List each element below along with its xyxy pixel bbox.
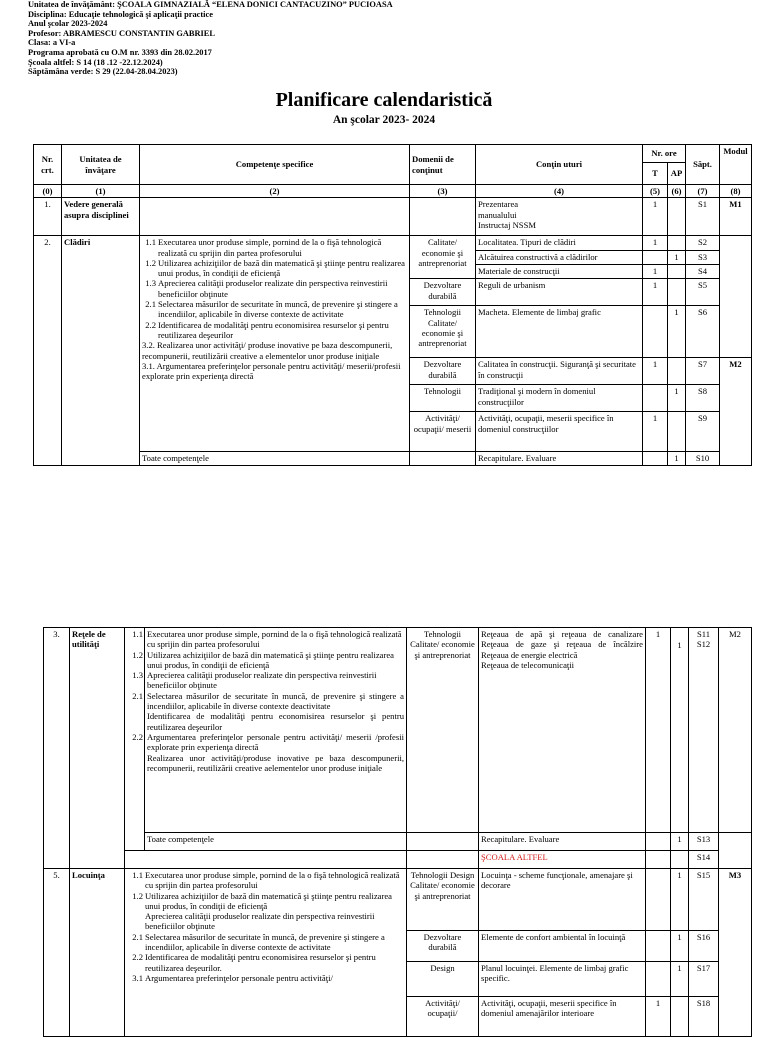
- col-week: Săpt.: [686, 145, 720, 185]
- hours-t: [643, 251, 668, 265]
- class: Clasa: a VI-a: [28, 38, 76, 48]
- green-week: Săptămâna verde: S 29 (22.04-28.04.2023): [28, 67, 178, 77]
- index-cell: (4): [476, 185, 643, 198]
- competence-text: Utilizarea achiziţiilor de bază din matematică şi ştiinţe pentru realizarea unui produs, în condiţii de eficienţă: [158, 257, 405, 279]
- content-cell: Recapitulare. Evaluare: [479, 833, 646, 851]
- competence-number: 3.1: [132, 972, 143, 983]
- domain-cell: [410, 452, 476, 466]
- index-cell: (3): [410, 185, 476, 198]
- domain-cell: Dezvoltare durabilă: [410, 358, 476, 385]
- domain-cell: Design: [407, 962, 479, 997]
- domain-cell: Dezvoltare durabilă: [410, 279, 476, 306]
- competence-item: [127, 952, 404, 973]
- hours-ap: 1: [668, 385, 686, 412]
- col-module: Modul: [720, 145, 752, 185]
- hours-ap: 1: [671, 931, 689, 962]
- content-cell: [479, 628, 646, 833]
- competences-cell: [125, 851, 407, 869]
- table-row: [34, 236, 752, 251]
- module: M2: [720, 358, 752, 466]
- content-line: Prezentarea: [478, 199, 519, 210]
- competences-cell: [140, 236, 410, 452]
- competence-text: Selectarea măsurilor de securitate în muncă, de prevenire şi stingere a incendiilor, aplicabile în diverse contexte de activitate: [158, 299, 398, 320]
- week: S9: [686, 412, 720, 452]
- table-row: [44, 833, 752, 851]
- scoala-altfel-cell: ŞCOALA ALTFEL: [479, 851, 646, 869]
- hours-ap: 1: [671, 962, 689, 997]
- col-unit: Unitatea de învăţare: [62, 145, 140, 185]
- week-item: S11: [696, 629, 711, 639]
- index-row: [34, 185, 752, 198]
- col-content: Conţin uturi: [476, 145, 643, 185]
- hours-ap: [671, 997, 689, 1037]
- hours-ap: [668, 358, 686, 385]
- domain-cell: Tehnologii Calitate/ economie şi antreprenoriat: [410, 306, 476, 358]
- hours-t: 1: [646, 997, 671, 1037]
- learning-unit: Vedere generală asupra disciplinei: [62, 198, 140, 236]
- table-row: [44, 869, 752, 931]
- learning-unit: Clădiri: [62, 236, 140, 466]
- week: S6: [686, 306, 720, 358]
- competence-text: Executarea unor produse simple, pornind de la o fişă tehnologică realizată cu sprijin din partea profesorului: [158, 237, 382, 258]
- competence-item: 3.1. Argumentarea preferinţelor personale pentru activităţi/ meserii/profesii explorate prin experienţa directă: [142, 360, 401, 382]
- competence-number: 1.1: [132, 629, 143, 639]
- hours-t: 1: [643, 265, 668, 279]
- week: S13: [689, 833, 719, 851]
- content-cell: Recapitulare. Evaluare: [476, 452, 643, 466]
- competence-number: [127, 911, 145, 932]
- content-line: Reţeaua de apă şi reţeaua de canalizare Reţeaua de gaze şi reţeaua de încălzire Reţeaua de energie electrică: [481, 629, 643, 660]
- competence-text: Aprecierea calităţii produselor realizate din perspectiva reinvestirii beneficiilor obţinute: [145, 911, 375, 932]
- content-line: manualului: [478, 209, 517, 220]
- hours-t: [643, 306, 668, 358]
- col-domain: Domenii de conţinut: [410, 145, 476, 185]
- competence-number: 1.1: [132, 870, 143, 880]
- module: M1: [720, 198, 752, 236]
- school-unit: Unitatea de învăţământ: ŞCOALA GIMNAZIALĂ “ELENA DONICI CANTACUZINO” PUCIOASA: [28, 0, 393, 9]
- competence-number: 2.2: [145, 319, 156, 330]
- competence-number: 2.2: [132, 731, 143, 742]
- hours-t: [646, 931, 671, 962]
- hours-ap: 1: [671, 628, 689, 833]
- domain-cell: [407, 833, 479, 851]
- competence-number: 1.2: [132, 649, 143, 660]
- competence-text: Argumentarea preferinţelor personale pentru activităţi/ meserii /profesii explorate prin experienţa directă: [147, 731, 404, 753]
- hours-t: 1: [643, 412, 668, 452]
- week: [689, 628, 719, 833]
- competence-text: Aprecierea calităţii produselor realizate din perspectiva reinvestirii beneficiilor obţinute: [158, 278, 388, 299]
- learning-unit: Reţele de utilităţi: [70, 628, 125, 869]
- competence-number: 2.2: [132, 952, 143, 963]
- index-cell: (6): [668, 185, 686, 198]
- competence-numbers: [125, 628, 145, 851]
- table-row: [44, 628, 752, 833]
- hours-t: 1: [643, 236, 668, 251]
- competence-item: [127, 973, 404, 983]
- content-cell: Localitatea. Tipuri de clădiri: [476, 236, 643, 251]
- module: [720, 236, 752, 358]
- hours-t: 1: [646, 628, 671, 833]
- module: [719, 833, 752, 869]
- index-cell: (8): [720, 185, 752, 198]
- content-cell: Locuinţa - scheme funcţionale, amenajare şi decorare: [479, 869, 646, 931]
- competence-item: [142, 278, 407, 299]
- week: S14: [689, 851, 719, 869]
- competences-cell: [125, 869, 407, 1037]
- domain-cell: Activităţi/ ocupaţii/ meserii: [410, 412, 476, 452]
- domain-cell: Tehnologii: [410, 385, 476, 412]
- competence-item: [127, 911, 404, 932]
- hours-t: [643, 385, 668, 412]
- content-cell: Activităţi, ocupaţii, meserii specifice în domeniul amenajărilor interioare: [479, 997, 646, 1037]
- domain-cell: [410, 198, 476, 236]
- competence-number: 1.2: [132, 890, 143, 901]
- competence-number: 2.1: [132, 690, 143, 701]
- content-cell: Materiale de construcţii: [476, 265, 643, 279]
- hours-ap: 1: [671, 833, 689, 851]
- col-nr-crt: Nr. crt.: [34, 145, 62, 185]
- competences-cell: [140, 198, 410, 236]
- competence-text: Executarea unor produse simple, pornind de la o fişă tehnologică realizată cu sprijin din partea profesorului: [147, 629, 402, 650]
- competence-item: [127, 891, 404, 912]
- week: S17: [689, 962, 719, 997]
- competence-item: [142, 299, 407, 320]
- index-cell: (1): [62, 185, 140, 198]
- index-cell: (5): [643, 185, 668, 198]
- competence-text: Identificarea de modalităţi pentru economisirea resurselor şi pentru reutilizarea deşeurilor: [158, 319, 389, 340]
- competence-item: [142, 258, 407, 279]
- competence-item: [127, 932, 404, 953]
- row-number: 5.: [44, 869, 70, 1037]
- table-row: [44, 851, 752, 869]
- content-cell: Elemente de confort ambiental în locuinţă: [479, 931, 646, 962]
- competence-text: Realizarea unor activităţi/produse inovative pe baza descompunerii, recompunerii, reutilizării creative aelementelor unor produse iniţiale: [147, 752, 404, 773]
- week: S7: [686, 358, 720, 385]
- competence-text: Identificarea de modalităţi pentru economisirea resurselor şi pentru reutilizarea deşeurilor: [147, 711, 404, 732]
- teacher: Profesor: ABRAMESCU CONSTANTIN GABRIEL: [28, 28, 215, 38]
- hours-ap: [671, 851, 689, 869]
- content-cell: [476, 198, 643, 236]
- competence-number: 1.3: [132, 670, 143, 681]
- hours-ap: 1: [668, 251, 686, 265]
- page-subtitle: An şcolar 2023- 2024: [332, 114, 436, 126]
- content-cell: Calitatea în construcţii. Siguranţă şi securitate în construcţii: [476, 358, 643, 385]
- competence-text: Executarea unor produse simple, pornind de la o fişă tehnologică realizată cu sprijin din partea profesorului: [145, 870, 400, 891]
- learning-unit: Locuinţa: [70, 869, 125, 1037]
- domain-cell: [407, 851, 479, 869]
- week: S8: [686, 385, 720, 412]
- hours-t: [646, 851, 671, 869]
- domain-cell: Calitate/ economie şi antreprenoriat: [410, 236, 476, 279]
- content-cell: Macheta. Elemente de limbaj grafic: [476, 306, 643, 358]
- hours-t: 1: [643, 198, 668, 236]
- row-number: 3.: [44, 628, 70, 869]
- hours-t: 1: [643, 358, 668, 385]
- week: S3: [686, 251, 720, 265]
- module: M2: [719, 628, 752, 833]
- competence-text: Argumentarea preferinţelor personale pentru activităţi/: [145, 972, 333, 983]
- hours-ap: [668, 279, 686, 306]
- competence-text: Selectarea măsurilor de securitate în muncă, de prevenire şi stingere a incendiilor, aplicabile în diverse contexte deactivitate: [147, 690, 404, 712]
- module: M3: [719, 869, 752, 1037]
- week: S1: [686, 198, 720, 236]
- week: S5: [686, 279, 720, 306]
- domain-cell: Activităţi/ ocupaţii/: [407, 997, 479, 1037]
- domain-cell: Dezvoltare durabilă: [407, 931, 479, 962]
- content-cell: Alcătuirea constructivă a clădirilor: [476, 251, 643, 265]
- document-header: [28, 0, 748, 77]
- hours-t: [646, 962, 671, 997]
- week: S15: [689, 869, 719, 931]
- index-cell: (0): [34, 185, 62, 198]
- hours-ap: [668, 236, 686, 251]
- discipline: Disciplina: Educaţie tehnologică şi aplicaţii practice: [28, 9, 213, 19]
- competence-number: 1.2: [145, 257, 156, 268]
- hours-ap: [668, 412, 686, 452]
- col-ap: AP: [668, 163, 686, 185]
- competence-item: [142, 320, 407, 341]
- competence-text: Selectarea măsurilor de securitate în muncă, de prevenire şi stingere a incendiilor, aplicabile în diverse contexte de activitate: [145, 931, 385, 953]
- col-t: T: [643, 163, 668, 185]
- competence-text: Utilizarea achiziţiilor de bază din matematică şi ştiinţe pentru realizarea unui produs, în condiţii de eficienţă: [145, 890, 392, 911]
- content-cell: Planul locuinţei. Elemente de limbaj grafic specific.: [479, 962, 646, 997]
- hours-ap: [668, 198, 686, 236]
- scoala-altfel: Şcoala altfel: S 14 (18 .12 -22.12.2024): [28, 57, 163, 67]
- competence-number: 2.1: [132, 931, 143, 942]
- index-cell: (2): [140, 185, 410, 198]
- page-title: Planificare calendaristică: [275, 89, 493, 111]
- competence-item: [142, 237, 407, 258]
- hours-ap: 1: [671, 869, 689, 931]
- week: S4: [686, 265, 720, 279]
- week: S2: [686, 236, 720, 251]
- competence-number: 1.1: [145, 237, 156, 248]
- content-cell: Tradiţional şi modern în domeniul construcţiilor: [476, 385, 643, 412]
- week: S18: [689, 997, 719, 1037]
- content-cell: Reguli de urbanism: [476, 279, 643, 306]
- hours-t: [643, 452, 668, 466]
- hours-ap: [668, 265, 686, 279]
- all-competences: Toate competenţele: [140, 452, 410, 466]
- hours-t: [646, 833, 671, 851]
- competence-number: 1.3: [145, 278, 156, 289]
- competence-text: Identificarea de modalităţi pentru economisirea resurselor şi pentru reutilizarea deşeurilor.: [145, 952, 376, 973]
- col-competences: Competenţe specifice: [140, 145, 410, 185]
- col-hours: Nr. ore: [643, 145, 686, 163]
- all-competences: Toate competenţele: [145, 833, 407, 851]
- competence-item: 3.2. Realizarea unor activităţi/ produse inovative pe baza descompunerii, recompunerii, reutilizării creative a elementelor unor produse iniţiale: [142, 340, 393, 361]
- content-line: Reţeaua de telecomunicaţii: [481, 659, 575, 670]
- program-approval: Programa aprobată cu O.M nr. 3393 din 28.02.2017: [28, 47, 212, 57]
- competence-text: Utilizarea achiziţiilor de bază din matematică şi ştiinţe pentru realizarea unui produs, în condiţii de eficienţă: [147, 649, 394, 670]
- domain-cell: Tehnologii Design Calitate/ economie şi antreprenoriat: [407, 869, 479, 931]
- competences-cell: [145, 628, 407, 833]
- table-row: [34, 198, 752, 236]
- hours-t: [646, 869, 671, 931]
- row-number: 2.: [34, 236, 62, 466]
- planning-table-1: [33, 144, 752, 466]
- planning-table-2: [43, 627, 752, 1037]
- week: S16: [689, 931, 719, 962]
- hours-ap: 1: [668, 452, 686, 466]
- content-cell: Activităţi, ocupaţii, meserii specifice în domeniul construcţiilor: [476, 412, 643, 452]
- competence-number: 2.1: [145, 299, 156, 310]
- index-cell: (7): [686, 185, 720, 198]
- competence-text: Aprecierea calităţii produselor realizate din perspectiva reinvestirii beneficiilor obţinute: [147, 670, 377, 691]
- week-item: S12: [696, 639, 711, 650]
- table-row: [34, 452, 752, 466]
- school-year: Anul şcolar 2023-2024: [28, 19, 108, 29]
- row-number: 1.: [34, 198, 62, 236]
- domain-cell: Tehnologii Calitate/ economie şi antreprenoriat: [407, 628, 479, 833]
- content-line: Instructaj NSSM: [478, 219, 537, 230]
- hours-t: 1: [643, 279, 668, 306]
- hours-ap: 1: [668, 306, 686, 358]
- week: S10: [686, 452, 720, 466]
- competence-item: [127, 870, 404, 891]
